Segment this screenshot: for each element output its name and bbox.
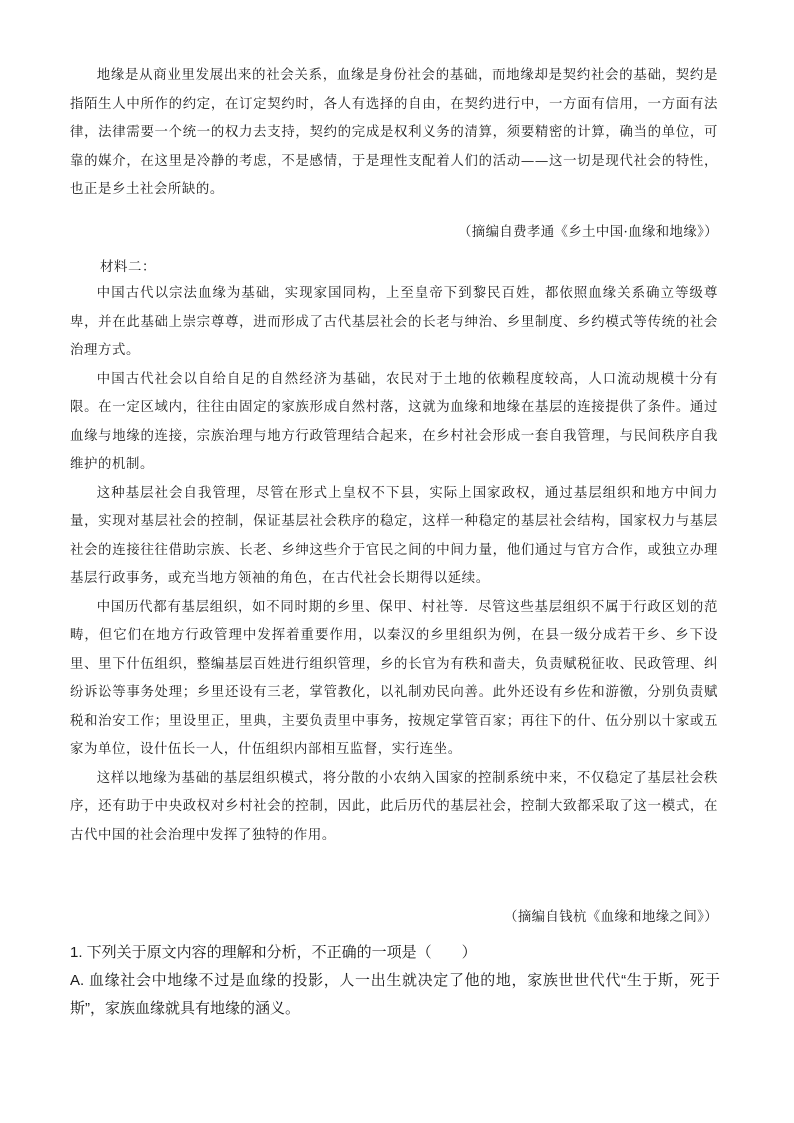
question-stem: 1. 下列关于原文内容的理解和分析，不正确的一项是（ ）	[70, 944, 477, 961]
material-one-source: （摘编自费孝通《乡土中国·血缘和地缘》）	[458, 225, 718, 240]
material-two-paragraph: 中国古代社会以自给自足的自然经济为基础，农民对于土地的依赖程度较高，人口流动规模十分有限。在一定区域内，往往由固定的家族形成自然村落，这就为血缘和地缘在基层的连接提供了条件。通过血缘与地缘的连接，宗族治理与地方行政管理结合起来，在乡村社会形成一套自我管理，与民间秩序自我维护的机制。	[70, 371, 718, 472]
material-two-paragraph: 中国历代都有基层组织，如不同时期的乡里、保甲、村社等．尽管这些基层组织不属于行政区划的范畴，但它们在地方行政管理中发挥着重要作用，以秦汉的乡里组织为例，在县一级分成若干乡、乡下设里、里下什伍组织，整编基层百姓进行组织管理，乡的长官为有秩和啬夫，负责赋税征收、民政管理、纠纷诉讼等事务处理；乡里还设有三老，掌管教化，以礼制劝民向善。此外还设有乡佐和游徼，分别负责赋税和治安工作；里设里正，里典，主要负责里中事务，按规定掌管百家；再往下的什、伍分别以十家或五家为单位，设什伍长一人，什伍组织内部相互监督，实行连坐。	[70, 599, 718, 757]
material-one-body	[70, 62, 718, 205]
material-one-paragraph: 地缘是从商业里发展出来的社会关系，血缘是身份社会的基础，而地缘却是契约社会的基础，契约是指陌生人中所作的约定，在订定契约时，各人有选择的自由，在契约进行中，一方面有信用，一方面有法律，法律需要一个统一的权力去支持，契约的完成是权利义务的清算，须要精密的计算，确当的单位，可靠的媒介，在这里是冷静的考虑，不是感情，于是理性支配着人们的活动——这一切是现代社会的特性，也正是乡土社会所缺的。	[70, 68, 718, 197]
material-two-paragraph: 这种基层社会自我管理，尽管在形式上皇权不下县，实际上国家政权，通过基层组织和地方中间力量，实现对基层社会的控制，保证基层社会秩序的稳定，这样一种稳定的基层社会结构，国家权力与基层社会的连接往往借助宗族、长老、乡绅这些介于官民之间的中间力量，他们通过与官方合作，或独立办理基层行政事务，或充当地方领袖的角色，在古代社会长期得以延续。	[70, 485, 718, 586]
material-two-paragraph: 中国古代以宗法血缘为基础，实现家国同构，上至皇帝下到黎民百姓，都依照血缘关系确立等级尊卑，并在此基础上崇宗尊尊，进而形成了古代基层社会的长老与绅治、乡里制度、乡约模式等传统的社会治理方式。	[70, 286, 718, 358]
question-block	[70, 939, 720, 1023]
material-two-label: 材料二：	[100, 260, 156, 275]
question-option-a: A. 血缘社会中地缘不过是血缘的投影，人一出生就决定了他的地，家族世世代代“生于斯，死于斯”，家族血缘就具有地缘的涵义。	[70, 972, 720, 1017]
material-two-paragraph: 这样以地缘为基础的基层组织模式，将分散的小农纳入国家的控制系统中来，不仅稳定了基层社会秩序，还有助于中央政权对乡村社会的控制，因此，此后历代的基层社会，控制大致都采取了这一模式，在古代中国的社会治理中发挥了独特的作用。	[70, 770, 718, 843]
material-two-source: （摘编自钱杭《血缘和地缘之间》）	[504, 910, 718, 925]
material-two-body	[70, 280, 718, 850]
